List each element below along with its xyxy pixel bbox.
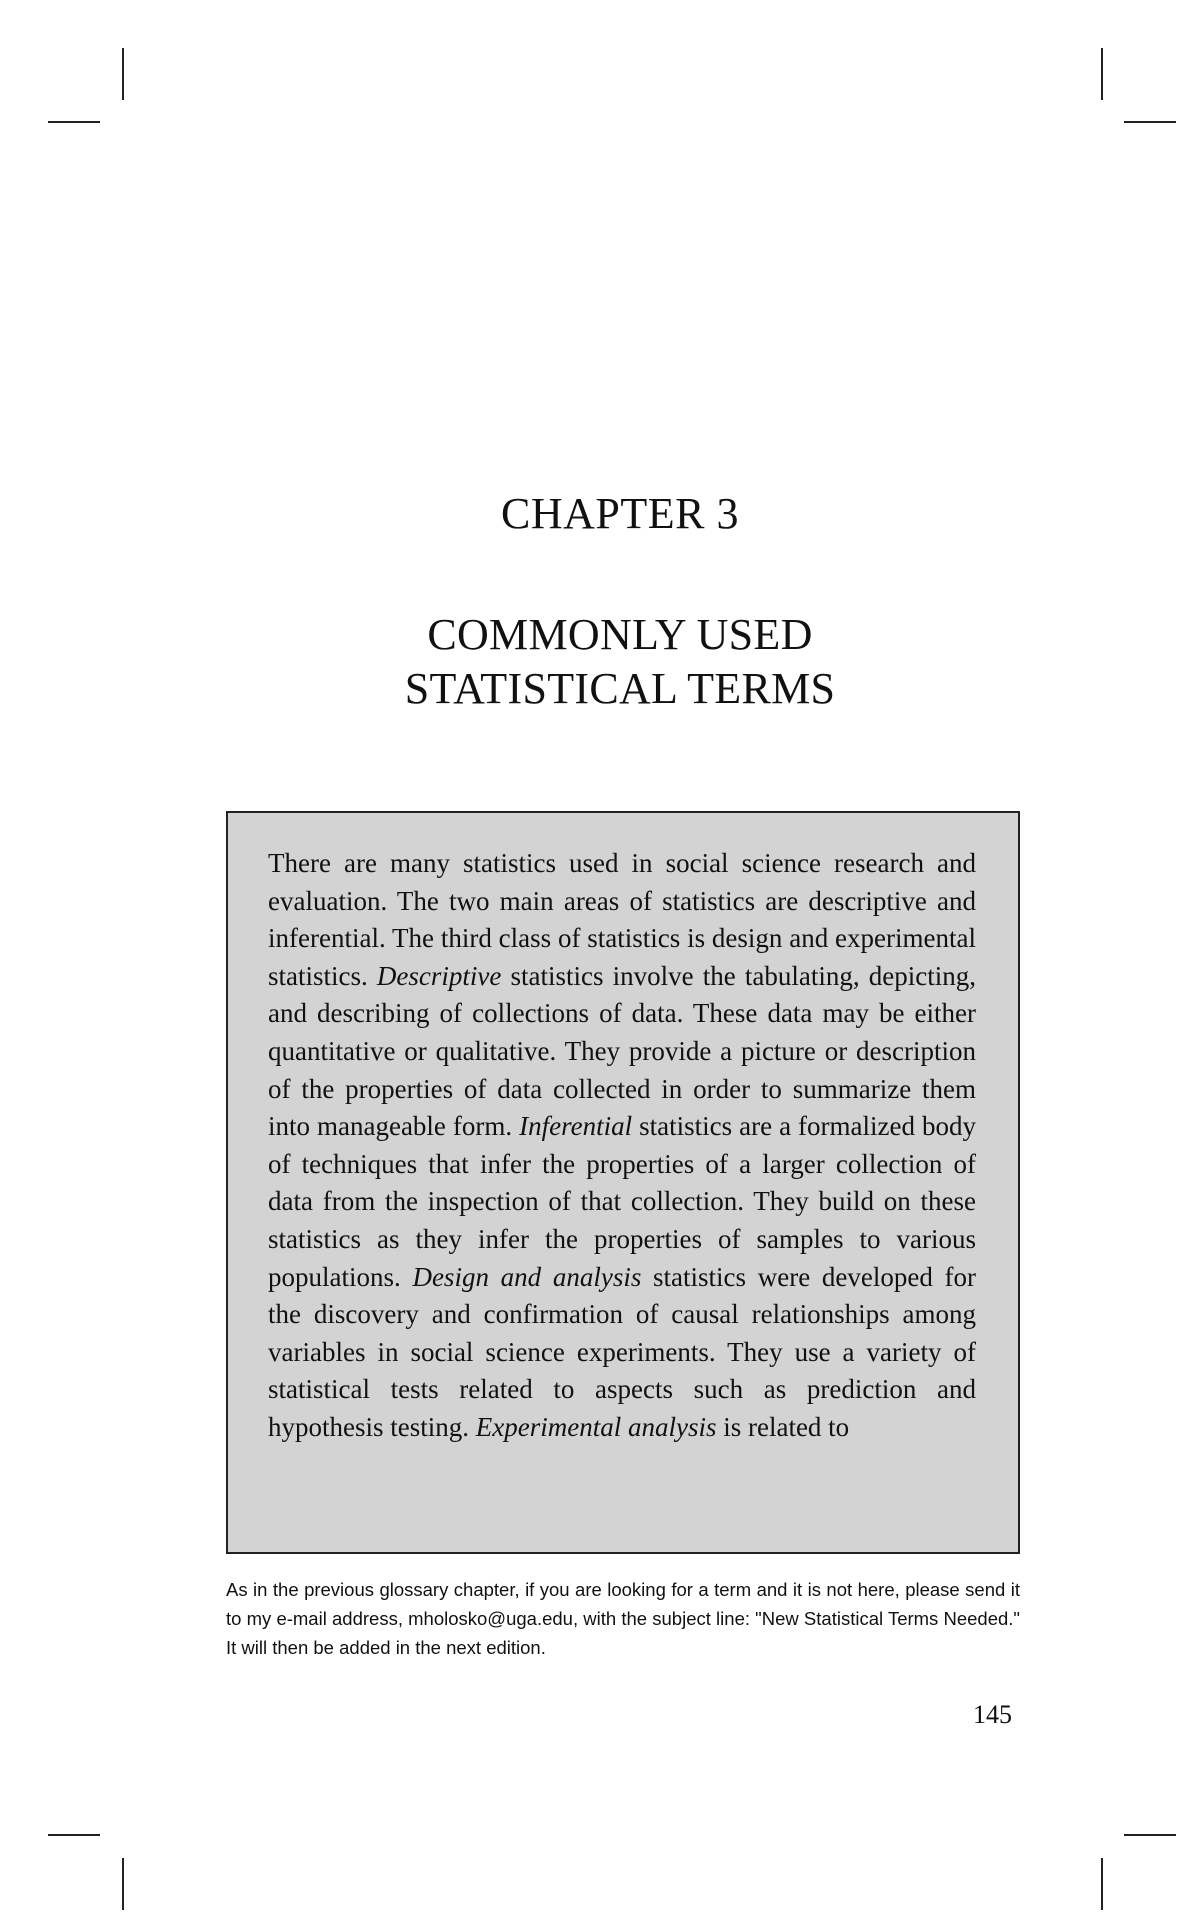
page-number: 145 [973, 1700, 1012, 1729]
crop-mark-top-right-h [1124, 121, 1176, 123]
chapter-number: CHAPTER 3 [501, 489, 739, 538]
intro-text-5: is related to [716, 1411, 850, 1442]
chapter-title-line-2: STATISTICAL TERMS [404, 664, 836, 713]
chapter-title-line-1: COMMONLY USED [427, 610, 813, 659]
term-design-analysis: Design and analysis [412, 1261, 642, 1292]
intro-text-4: statistics were developed for the discovery and confirmation of causal relationships among variables in social science experiments. They use a variety of statistical tests related to aspects such as prediction and hypothesis testing. [268, 1261, 977, 1442]
chapter-title [0, 608, 1200, 716]
intro-text-1: There are many statistics used in social science research and evaluation. The two main areas of statistics are descriptive and inferential. The third class of statistics is design and experimental statistics. [268, 848, 976, 991]
intro-text-3: statistics are a formalized body of techniques that infer the properties of a larger collection of data from the inspection of that collection. They build on these statistics as they infer the properties of samples to various populations. [268, 1111, 976, 1292]
intro-text-2: statistics involve the tabulating, depicting, and describing of collections of data. These data may be either quantitative or qualitative. They provide a picture or description of the properties of data collected in order to summarize them into manageable form. [268, 960, 977, 1142]
intro-box [226, 811, 1020, 1554]
term-descriptive: Descriptive [376, 960, 502, 991]
crop-mark-bottom-right-v [1101, 1858, 1103, 1910]
intro-paragraph [268, 845, 976, 1447]
crop-mark-top-right-v [1101, 48, 1103, 100]
crop-mark-top-left-h [48, 121, 100, 123]
crop-mark-bottom-left-v [122, 1858, 124, 1910]
term-inferential: Inferential [519, 1111, 633, 1142]
term-experimental-analysis: Experimental analysis [475, 1411, 717, 1442]
crop-mark-top-left-v [122, 48, 124, 100]
crop-mark-bottom-left-h [48, 1834, 100, 1836]
footnote: As in the previous glossary chapter, if you are looking for a term and it is not here, please send it to my e-mail address, mholosko@uga.edu, with the subject line: "New Statistical Terms Needed." It will then be added in the next edition. [226, 1579, 1020, 1658]
crop-mark-bottom-right-h [1124, 1834, 1176, 1836]
